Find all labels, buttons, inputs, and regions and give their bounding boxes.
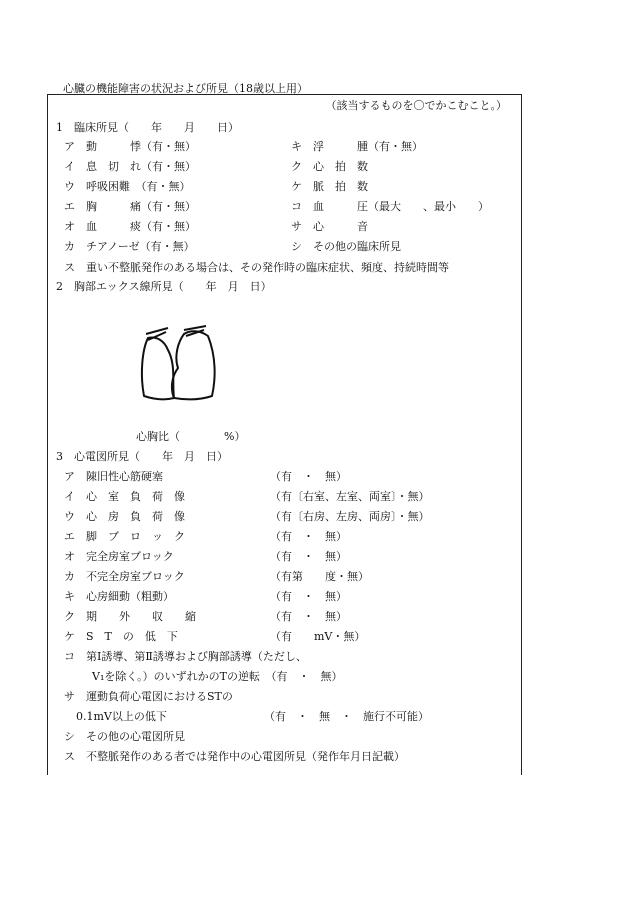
ecg-other-findings: シ その他の心電図所見 [64, 730, 185, 743]
ecg-item-label: ウ 心 房 負 荷 像 [64, 510, 185, 523]
ecg-t-inversion-line2: V₁を除く。）のいずれかのTの逆転 （有 ・ 無） [92, 670, 343, 683]
ecg-attack-findings: ス 不整脈発作のある者では発作中の心電図所見（発作年月日記載） [64, 750, 405, 763]
section2-heading: 2 胸部エックス線所見（ 年 月 日） [56, 280, 272, 293]
s1-right-row: キ 浮 腫（有・無） [291, 140, 423, 153]
ecg-item-value: （有第 度・無） [270, 570, 369, 583]
ecg-item-value: （有 ・ 無） [270, 610, 347, 623]
ecg-item-value: （有 ・ 無） [270, 590, 347, 603]
s1-left-row: エ 胸 痛（有・無） [64, 200, 196, 213]
s1-right-row: コ 血 圧（最大 、最小 ） [291, 200, 489, 213]
ecg-item-value: （有 mV・無） [270, 630, 366, 643]
form-title: 心臓の機能障害の状況および所見（18歳以上用） [63, 82, 308, 95]
ecg-item-value: （有〔右室、左室、両室〕・無） [270, 490, 430, 503]
ecg-stress-value: （有 ・ 無 ・ 施行不可能） [264, 710, 429, 723]
ecg-stress-line2: 0.1mV以上の低下 [76, 710, 167, 723]
s1-right-row: ク 心 拍 数 [291, 160, 368, 173]
ecg-item-value: （有 ・ 無） [270, 530, 347, 543]
s1-left-row: ア 動 悸（有・無） [64, 140, 196, 153]
ecg-item-label: キ 心房細動（粗動） [64, 590, 174, 603]
ecg-item-value: （有 ・ 無） [270, 470, 347, 483]
ecg-t-inversion-line1: コ 第Ⅰ誘導、第Ⅱ誘導および胸部誘導（ただし、 [64, 650, 307, 663]
ecg-item-label: イ 心 室 負 荷 像 [64, 490, 185, 503]
ecg-stress-line1: サ 運動負荷心電図におけるSTの [64, 690, 233, 703]
findings-frame [47, 94, 522, 775]
section1-heading: 1 臨床所見（ 年 月 日） [56, 121, 239, 134]
s1-left-row: カ チアノーゼ（有・無） [64, 240, 195, 253]
ecg-item-label: カ 不完全房室ブロック [64, 570, 185, 583]
section3-heading: 3 心電図所見（ 年 月 日） [56, 450, 228, 463]
cardiothoracic-ratio: 心胸比（ %） [136, 430, 246, 443]
ecg-item-label: ク 期 外 収 縮 [64, 610, 196, 623]
s1-right-row: シ その他の臨床所見 [291, 240, 401, 253]
ecg-item-label: オ 完全房室ブロック [64, 550, 174, 563]
s1-left-row: イ 息 切 れ（有・無） [64, 160, 196, 173]
instruction-note: （該当するものを〇でかこむこと。） [325, 99, 507, 112]
ecg-item-label: エ 脚 ブ ロ ッ ク [64, 530, 185, 543]
ecg-item-value: （有〔右房、左房、両房〕・無） [270, 510, 430, 523]
s1-arrhythmia-row: ス 重い不整脈発作のある場合は、その発作時の臨床症状、頻度、持続時間等 [64, 261, 449, 274]
ecg-item-value: （有 ・ 無） [270, 550, 347, 563]
s1-right-row: ケ 脈 拍 数 [291, 180, 368, 193]
chest-xray-sketch [138, 320, 228, 410]
s1-right-row: サ 心 音 [291, 220, 368, 233]
s1-left-row: オ 血 痰（有・無） [64, 220, 196, 233]
s1-left-row: ウ 呼吸困難 （有・無） [64, 180, 191, 193]
ecg-item-label: ア 陳旧性心筋硬塞 [64, 470, 163, 483]
ecg-item-label: ケ S T の 低 下 [64, 630, 178, 643]
